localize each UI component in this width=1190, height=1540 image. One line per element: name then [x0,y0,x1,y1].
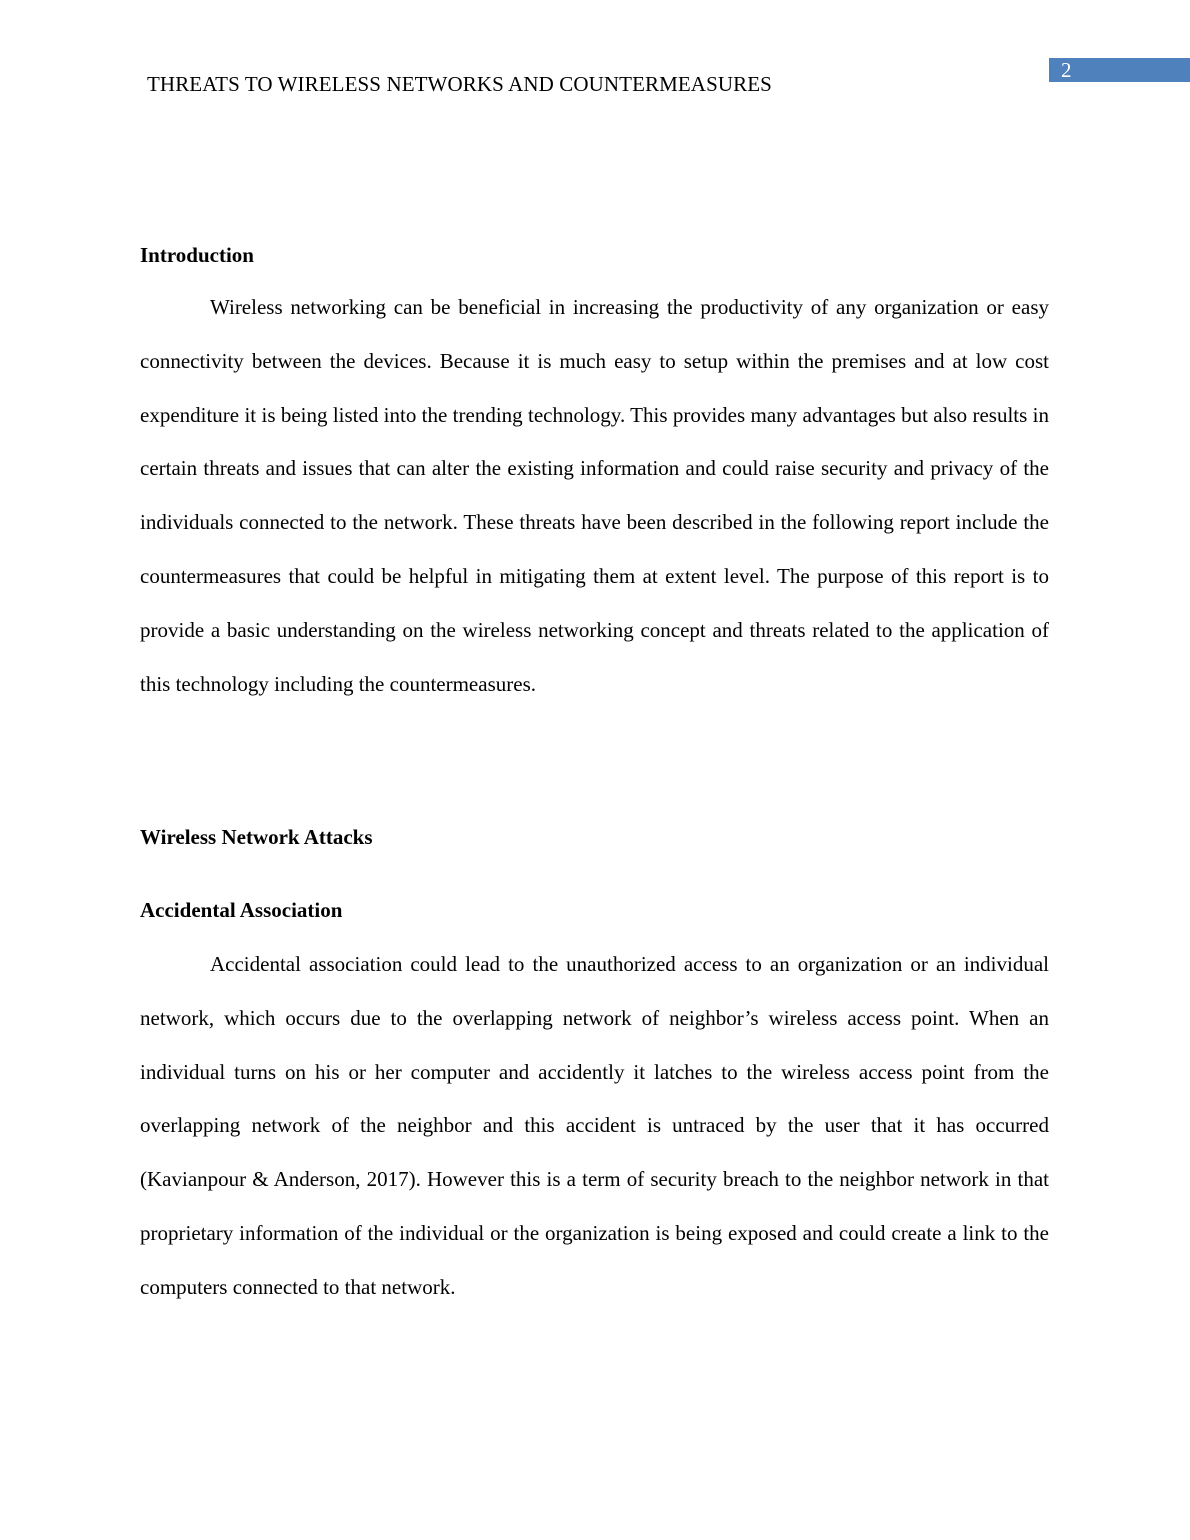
accidental-association-heading: Accidental Association [140,898,343,922]
accidental-association-paragraph: Accidental association could lead to the unauthorized access to an organization or an individual network, which occurs due to the overlapping network of neighbor’s wireless access point. When an individual turns on his or her computer and accidently it latches to the wireless access point from the overlapping network of the neighbor and this accident is untraced by the user that it has occurred (Kavianpour & Anderson, 2017). However this is a term of security breach to the neighbor network in that proprietary information of the individual or the organization is being exposed and could create a link to the computers connected to that network. [140,952,1049,1299]
running-head: THREATS TO WIRELESS NETWORKS AND COUNTERMEASURES [147,72,772,96]
page-number: 2 [1061,58,1072,82]
introduction-heading: Introduction [140,243,254,267]
wireless-network-attacks-heading: Wireless Network Attacks [140,825,373,849]
page-number-badge [1049,58,1190,82]
introduction-paragraph: Wireless networking can be beneficial in increasing the productivity of any organization or easy connectivity between the devices. Because it is much easy to setup within the premises and at low cost expenditure it is being listed into the trending technology. This provides many advantages but also results in certain threats and issues that can alter the existing information and could raise security and privacy of the individuals connected to the network. These threats have been described in the following report include the countermeasures that could be helpful in mitigating them at extent level. The purpose of this report is to provide a basic understanding on the wireless networking concept and threats related to the application of this technology including the countermeasures. [140,295,1049,696]
